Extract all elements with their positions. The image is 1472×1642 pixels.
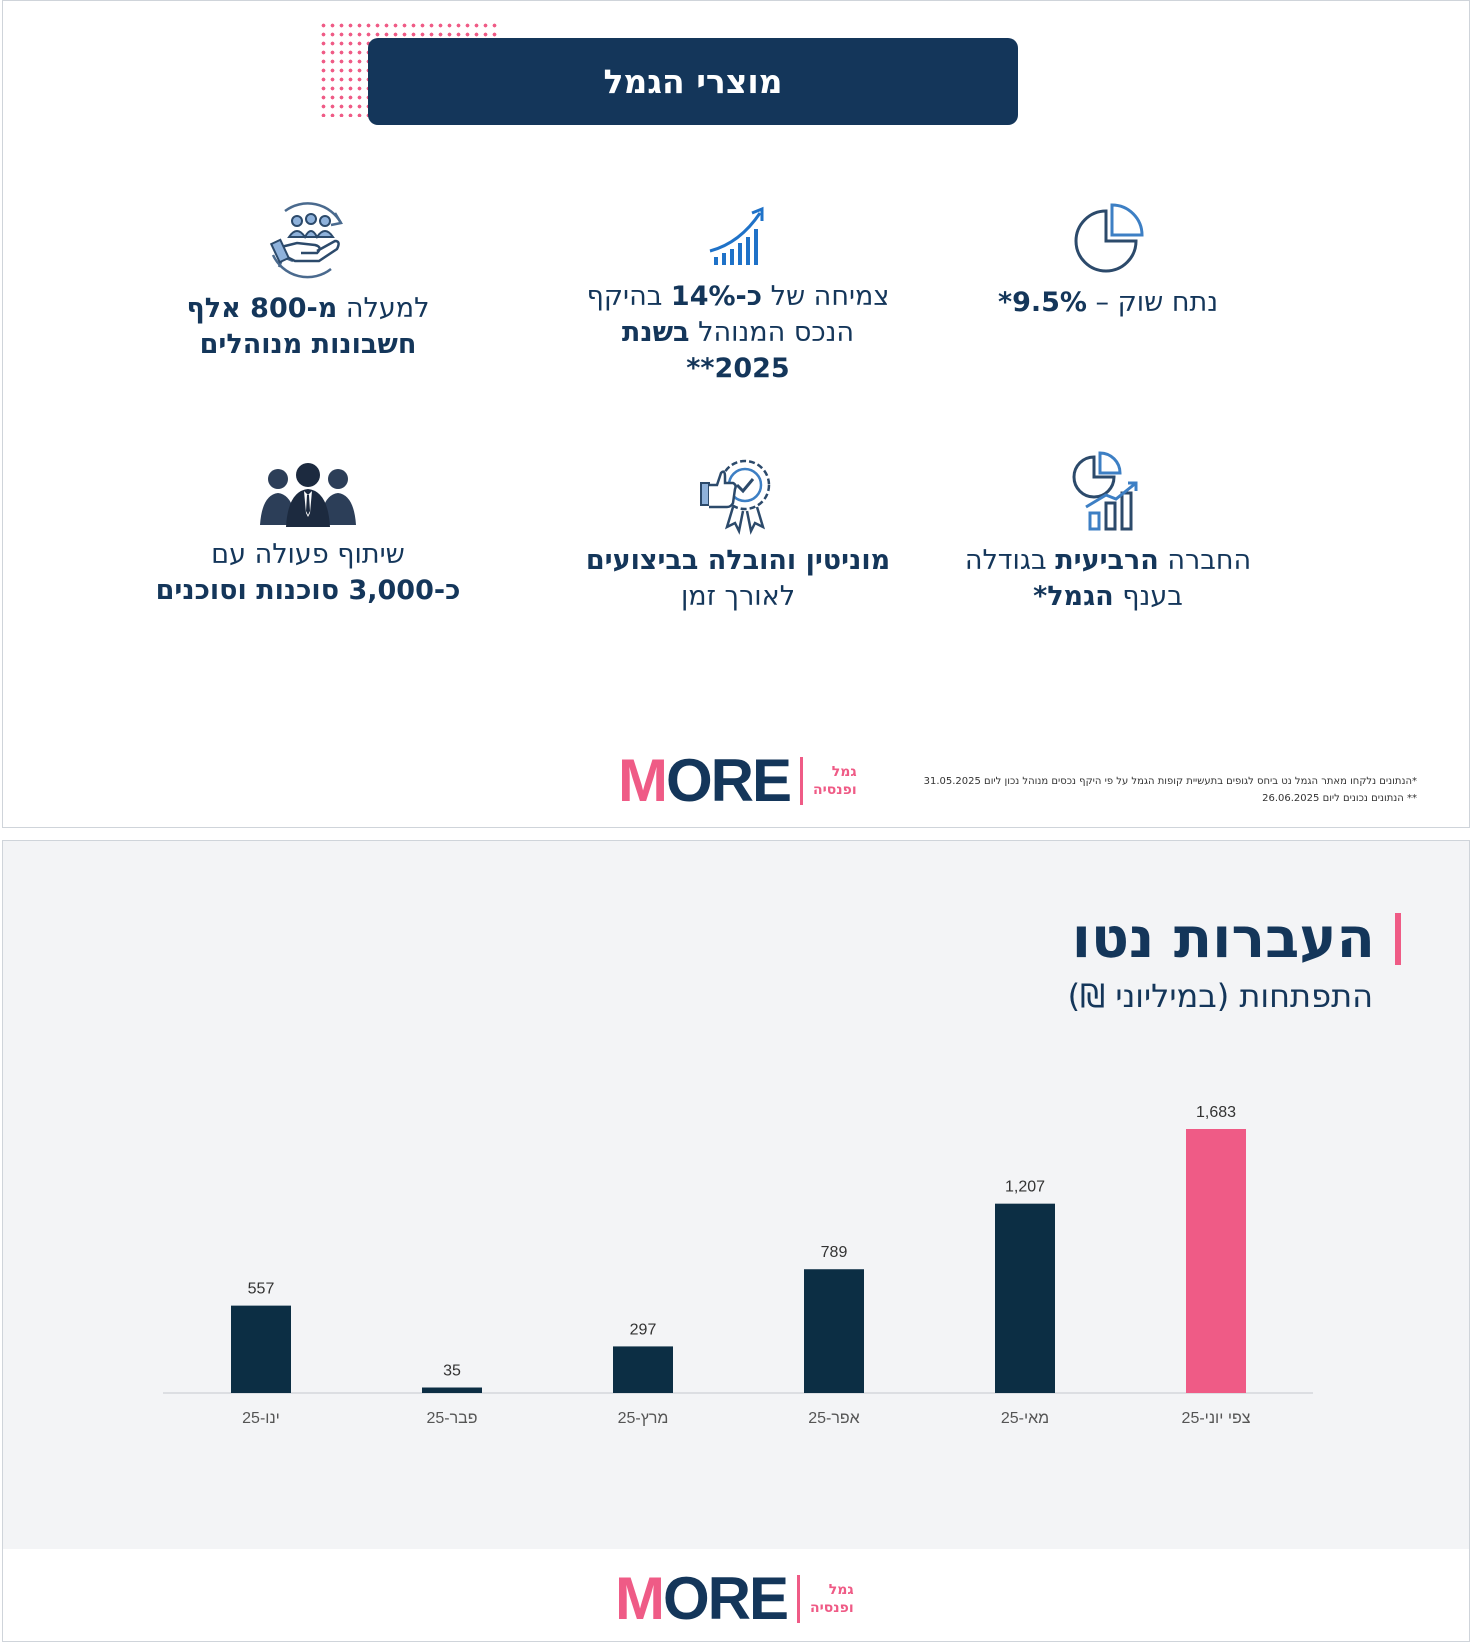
fourth-text-3: בענף	[1113, 581, 1183, 612]
slide-products	[2, 0, 1470, 828]
bar-value-label-2: 35	[443, 1362, 461, 1380]
pie-chart-icon	[1070, 201, 1146, 277]
footnote-2: ** הנתונים נכונים ליום 26.06.2025	[1262, 793, 1417, 804]
reputation-text-1: מוניטין והובלה בביצועים	[585, 545, 891, 576]
title-banner	[368, 38, 1018, 125]
feature-market-share	[928, 201, 1288, 321]
category-label-3: מרץ-25	[617, 1410, 669, 1427]
bar-value-label-4: 789	[820, 1244, 848, 1262]
category-label-1: ינו-25	[242, 1410, 280, 1427]
net-transfers-bar-chart	[3, 1071, 1470, 1491]
slide-title: מוצרי הגמל	[603, 62, 783, 101]
footnote-1: *הנתונים נלקחו מאתר הגמל נט ביחס לגופים בתעשיית קופות הגמל על פי היקף נכסים מנוהל נכון ליום 31.05.2025	[923, 776, 1417, 787]
hand-people-icon	[265, 197, 351, 283]
slide-subtitle: התפתחות (במיליוני ₪)	[1067, 977, 1373, 1015]
category-label-5: מאי-25	[1000, 1410, 1050, 1427]
fourth-text-1: החברה	[1158, 545, 1252, 576]
analytics-icon	[1070, 449, 1146, 535]
fourth-text-2: בגודלה	[964, 545, 1056, 576]
bar-value-label-5: 1,207	[1004, 1178, 1046, 1196]
bar-2	[422, 1388, 482, 1393]
logo-word: MORE	[618, 747, 791, 814]
fourth-value: הרביעית	[1055, 545, 1159, 576]
fourth-text-4: הגמל*	[1033, 581, 1114, 612]
bar-1	[231, 1306, 291, 1393]
brand-logo	[615, 1565, 854, 1632]
growth-year: 2025**	[686, 353, 790, 384]
accounts-text-1: למעלה	[337, 293, 430, 324]
reputation-text-2: לאורך זמן	[680, 581, 796, 612]
bar-value-label-1: 557	[247, 1280, 275, 1298]
growth-text-3: הנכס המנוהל	[689, 317, 855, 348]
growth-text-2: בהיקף	[586, 281, 671, 312]
growth-chart-icon	[700, 201, 776, 271]
slide-title: העברות נטו	[1071, 906, 1375, 971]
business-people-icon	[256, 463, 360, 529]
logo-subtitle: גמל ופנסיה	[810, 1582, 854, 1616]
growth-value: כ-14%	[670, 281, 763, 312]
title-accent-bar	[1395, 913, 1401, 965]
agents-text-1: שיתוף פעולה עם	[211, 539, 405, 570]
feature-reputation	[558, 449, 918, 615]
agents-value: כ-3,000 סוכנות וסוכנים	[155, 575, 461, 606]
category-label-4: אפר-25	[808, 1410, 860, 1427]
accounts-value: מ-800 אלף	[186, 293, 338, 324]
logo-divider	[800, 757, 803, 805]
feature-fourth-largest	[928, 449, 1288, 615]
feature-growth	[558, 201, 918, 387]
slide-net-transfers	[2, 840, 1470, 1642]
bar-6	[1186, 1129, 1246, 1393]
market-share-label: נתח שוק –	[1086, 287, 1219, 318]
category-label-6: צפי יוני-25	[1181, 1410, 1251, 1427]
slide-footer	[3, 1549, 1470, 1641]
bar-4	[804, 1269, 864, 1393]
logo-word: MORE	[615, 1565, 788, 1632]
growth-text-1: צמיחה של	[762, 281, 890, 312]
brand-logo	[618, 747, 857, 814]
bar-3	[613, 1346, 673, 1393]
feature-agents	[128, 463, 488, 609]
logo-divider	[797, 1575, 800, 1623]
category-label-2: פבר-25	[426, 1410, 478, 1427]
bar-value-label-3: 297	[629, 1321, 657, 1339]
bar-5	[995, 1204, 1055, 1393]
market-share-value: 9.5%*	[997, 287, 1087, 318]
feature-accounts	[128, 197, 488, 363]
growth-text-4: בשנת	[621, 317, 690, 348]
accounts-text-2: חשבונות מנוהלים	[199, 329, 417, 360]
logo-subtitle: גמל ופנסיה	[813, 764, 857, 798]
bar-value-label-6: 1,683	[1195, 1104, 1237, 1121]
footnotes	[924, 773, 1417, 807]
thumbs-up-badge-icon	[695, 449, 781, 535]
